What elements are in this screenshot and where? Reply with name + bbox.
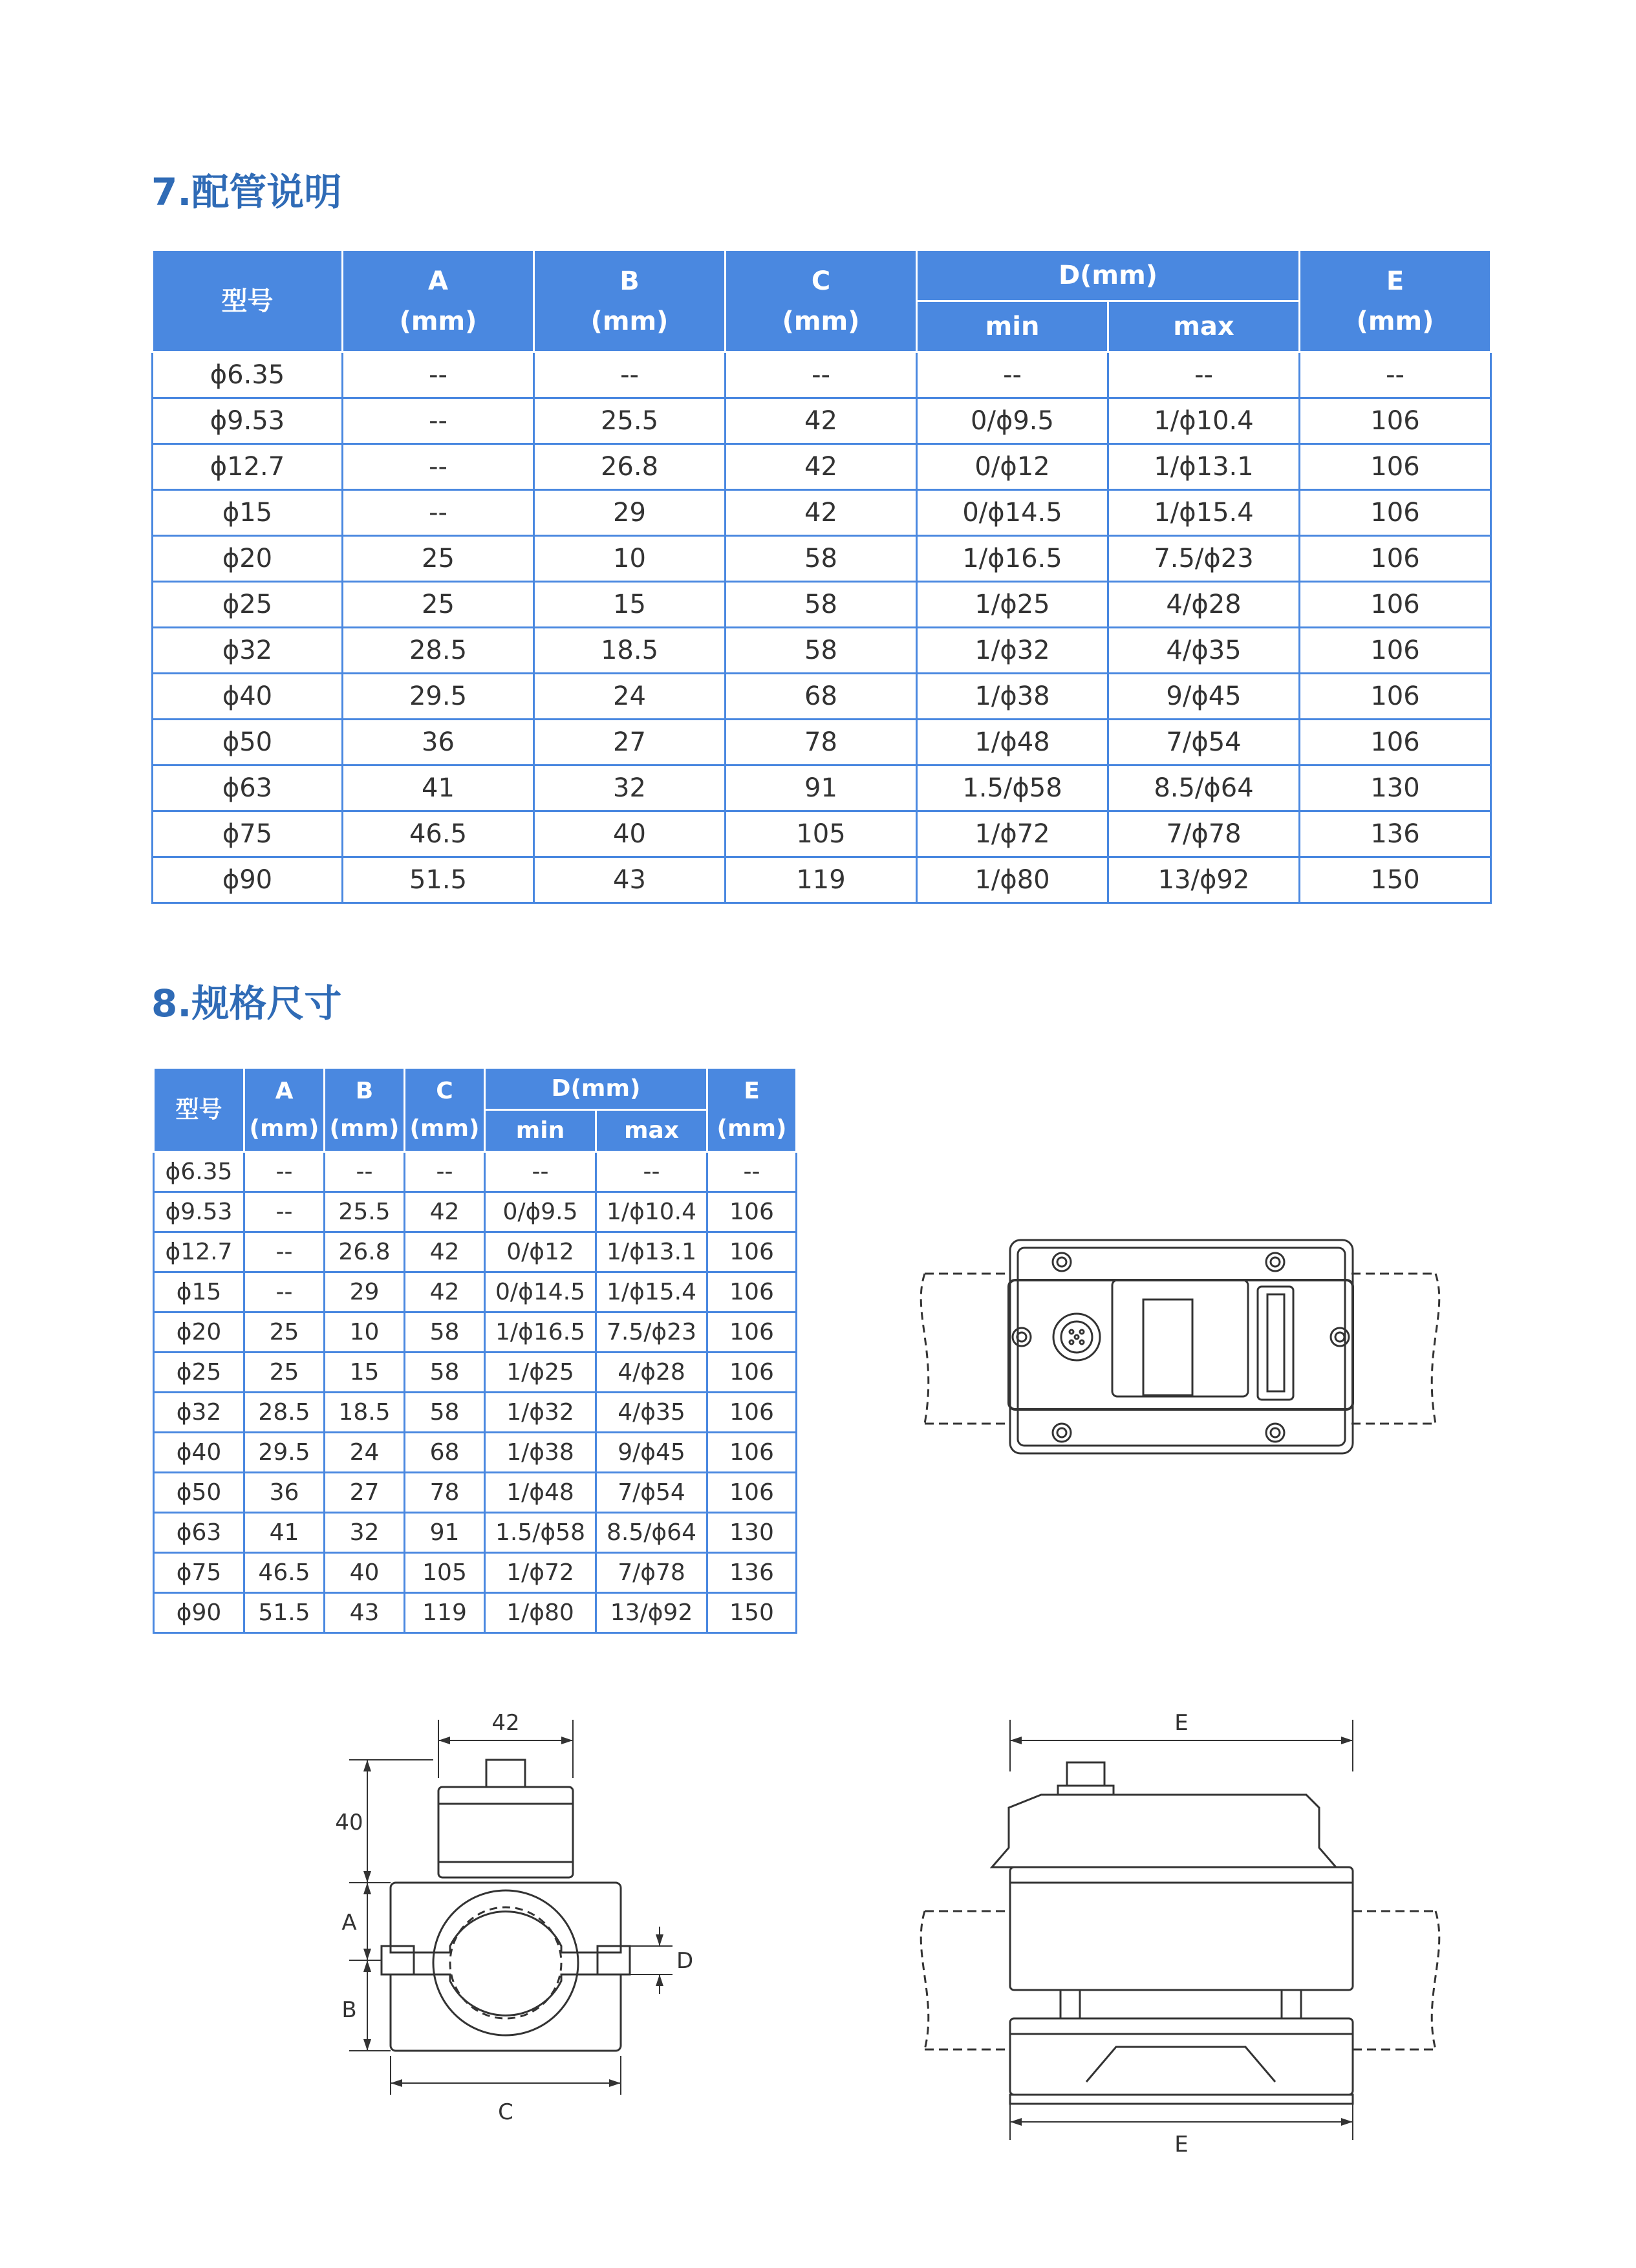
cell-c: 105: [405, 1553, 485, 1593]
cell-c: 42: [405, 1272, 485, 1312]
cell-e: 106: [707, 1272, 797, 1312]
header-b: B (mm): [325, 1068, 405, 1152]
cell-a: 36: [244, 1473, 325, 1513]
cell-b: --: [325, 1152, 405, 1192]
cell-dmin: 1/ϕ72: [485, 1553, 596, 1593]
cell-e: 106: [1300, 398, 1491, 444]
cell-e: 106: [707, 1473, 797, 1513]
cell-c: 119: [405, 1593, 485, 1633]
cell-dmax: 7.5/ϕ23: [596, 1312, 707, 1353]
cell-b: 10: [534, 536, 726, 582]
cell-e: --: [707, 1152, 797, 1192]
table-row: [154, 1393, 797, 1433]
cell-model: ϕ9.53: [154, 1192, 244, 1232]
cell-b: 25.5: [325, 1192, 405, 1232]
cell-model: ϕ63: [154, 1513, 244, 1553]
header-d-max: max: [1108, 301, 1300, 352]
cell-b: --: [534, 352, 726, 398]
cell-b: 24: [325, 1433, 405, 1473]
cell-dmax: --: [1108, 352, 1300, 398]
cell-dmin: 1/ϕ48: [485, 1473, 596, 1513]
cell-e: 106: [1300, 444, 1491, 490]
cell-e: 130: [707, 1513, 797, 1553]
cell-b: 15: [534, 582, 726, 628]
cell-b: 25.5: [534, 398, 726, 444]
cell-dmax: 7/ϕ54: [596, 1473, 707, 1513]
cell-dmin: 0/ϕ12: [917, 444, 1108, 490]
header-c: C (mm): [726, 250, 917, 352]
cell-dmax: 8.5/ϕ64: [596, 1513, 707, 1553]
cell-e: 106: [707, 1192, 797, 1232]
table-row: [153, 857, 1491, 903]
cell-a: 28.5: [244, 1393, 325, 1433]
cell-dmin: 1/ϕ80: [917, 857, 1108, 903]
cell-e: 106: [1300, 582, 1491, 628]
cell-c: 58: [405, 1353, 485, 1393]
cell-dmax: 13/ϕ92: [1108, 857, 1300, 903]
cell-dmax: --: [596, 1152, 707, 1192]
table-row: [154, 1553, 797, 1593]
top-view-drawing: [912, 1222, 1448, 1468]
table-row: [153, 765, 1491, 811]
cell-e: 106: [707, 1433, 797, 1473]
cell-dmin: 0/ϕ9.5: [485, 1192, 596, 1232]
cell-model: ϕ40: [153, 674, 343, 720]
cell-model: ϕ50: [153, 720, 343, 765]
piping-spec-table: [151, 249, 1492, 904]
cell-dmin: 1/ϕ16.5: [917, 536, 1108, 582]
cell-model: ϕ40: [154, 1433, 244, 1473]
cell-a: 51.5: [244, 1593, 325, 1633]
cell-dmax: 9/ϕ45: [1108, 674, 1300, 720]
table-row: [153, 536, 1491, 582]
table-row: [154, 1192, 797, 1232]
dim-c-label: C: [498, 2099, 513, 2125]
cell-dmin: 1/ϕ25: [485, 1353, 596, 1393]
cell-c: 78: [405, 1473, 485, 1513]
cell-c: 42: [405, 1192, 485, 1232]
cell-model: ϕ25: [154, 1353, 244, 1393]
dim-e-bottom-label: E: [1174, 2132, 1189, 2157]
cell-b: 18.5: [534, 628, 726, 674]
cell-b: 10: [325, 1312, 405, 1353]
cell-dmin: --: [485, 1152, 596, 1192]
cell-dmax: 1/ϕ15.4: [1108, 490, 1300, 536]
cell-b: 32: [325, 1513, 405, 1553]
cell-dmin: 0/ϕ14.5: [485, 1272, 596, 1312]
cell-dmax: 1/ϕ10.4: [596, 1192, 707, 1232]
cell-b: 18.5: [325, 1393, 405, 1433]
cell-a: 25: [244, 1353, 325, 1393]
cell-dmax: 7/ϕ54: [1108, 720, 1300, 765]
cell-e: 106: [1300, 674, 1491, 720]
cell-e: 150: [707, 1593, 797, 1633]
dim-a-label: A: [341, 1910, 357, 1936]
cell-model: ϕ9.53: [153, 398, 343, 444]
side-view-drawing: [323, 1700, 711, 2153]
cell-dmax: 4/ϕ28: [1108, 582, 1300, 628]
cell-c: 42: [726, 398, 917, 444]
cell-e: 106: [1300, 628, 1491, 674]
cell-e: 150: [1300, 857, 1491, 903]
table-row: [153, 674, 1491, 720]
cell-dmin: 1/ϕ25: [917, 582, 1108, 628]
cell-b: 43: [325, 1593, 405, 1633]
cell-c: 42: [726, 490, 917, 536]
cell-dmin: 0/ϕ12: [485, 1232, 596, 1272]
cell-c: 58: [726, 628, 917, 674]
cell-c: 105: [726, 811, 917, 857]
dim-height-label: 40: [335, 1810, 363, 1835]
cell-a: 41: [244, 1513, 325, 1553]
table-row: [153, 720, 1491, 765]
dimension-spec-table: [153, 1067, 797, 1634]
cell-dmin: 1.5/ϕ58: [917, 765, 1108, 811]
cell-a: 25: [343, 582, 534, 628]
cell-dmin: 1.5/ϕ58: [485, 1513, 596, 1553]
cell-b: 29: [534, 490, 726, 536]
cell-c: 58: [726, 536, 917, 582]
cell-a: --: [244, 1272, 325, 1312]
cell-b: 43: [534, 857, 726, 903]
cell-a: 28.5: [343, 628, 534, 674]
cell-b: 24: [534, 674, 726, 720]
cell-c: 68: [405, 1433, 485, 1473]
table-row: [154, 1473, 797, 1513]
cell-dmin: 1/ϕ72: [917, 811, 1108, 857]
cell-a: 41: [343, 765, 534, 811]
cell-model: ϕ50: [154, 1473, 244, 1513]
cell-b: 32: [534, 765, 726, 811]
header-d: D(mm): [917, 250, 1300, 301]
cell-a: 29.5: [244, 1433, 325, 1473]
cell-model: ϕ32: [153, 628, 343, 674]
header-e: E (mm): [1300, 250, 1491, 352]
cell-a: 36: [343, 720, 534, 765]
cell-dmax: 1/ϕ13.1: [596, 1232, 707, 1272]
cell-a: --: [343, 444, 534, 490]
table-row: [154, 1353, 797, 1393]
cell-dmax: 1/ϕ13.1: [1108, 444, 1300, 490]
cell-model: ϕ75: [153, 811, 343, 857]
cell-c: 91: [405, 1513, 485, 1553]
cell-dmin: 1/ϕ38: [917, 674, 1108, 720]
cell-dmax: 4/ϕ28: [596, 1353, 707, 1393]
cell-e: --: [1300, 352, 1491, 398]
header-e: E (mm): [707, 1068, 797, 1152]
cell-b: 29: [325, 1272, 405, 1312]
cell-b: 27: [534, 720, 726, 765]
cell-c: --: [726, 352, 917, 398]
cell-e: 136: [1300, 811, 1491, 857]
cell-b: 26.8: [534, 444, 726, 490]
header-b: B (mm): [534, 250, 726, 352]
cell-e: 106: [1300, 536, 1491, 582]
table-row: [154, 1312, 797, 1353]
cell-dmax: 1/ϕ10.4: [1108, 398, 1300, 444]
section-8-title: 8.规格尺寸: [151, 981, 342, 1025]
table-row: [153, 398, 1491, 444]
cell-a: 25: [343, 536, 534, 582]
cell-model: ϕ75: [154, 1553, 244, 1593]
cell-dmin: 1/ϕ38: [485, 1433, 596, 1473]
cell-model: ϕ15: [153, 490, 343, 536]
table-row: [154, 1593, 797, 1633]
cell-e: 106: [707, 1312, 797, 1353]
cell-c: 42: [726, 444, 917, 490]
header-d-min: min: [485, 1110, 596, 1152]
table-row: [154, 1152, 797, 1192]
cell-dmin: 1/ϕ32: [917, 628, 1108, 674]
cell-dmin: 1/ϕ48: [917, 720, 1108, 765]
cell-model: ϕ15: [154, 1272, 244, 1312]
cell-c: 58: [405, 1312, 485, 1353]
dim-d-label: D: [676, 1948, 694, 1974]
cell-b: 40: [325, 1553, 405, 1593]
table-row: [153, 582, 1491, 628]
cell-model: ϕ90: [154, 1593, 244, 1633]
header-model: 型号: [153, 250, 343, 352]
cell-b: 26.8: [325, 1232, 405, 1272]
cell-model: ϕ6.35: [154, 1152, 244, 1192]
cell-dmax: 8.5/ϕ64: [1108, 765, 1300, 811]
cell-a: --: [244, 1152, 325, 1192]
table-body: [154, 1152, 797, 1633]
dim-width-label: 42: [491, 1710, 520, 1736]
cell-a: 46.5: [244, 1553, 325, 1593]
cell-dmax: 9/ϕ45: [596, 1433, 707, 1473]
cell-a: 25: [244, 1312, 325, 1353]
cell-a: 29.5: [343, 674, 534, 720]
cell-e: 106: [1300, 720, 1491, 765]
cell-model: ϕ12.7: [154, 1232, 244, 1272]
table-row: [153, 352, 1491, 398]
header-a: A (mm): [343, 250, 534, 352]
dim-e-top-label: E: [1174, 1710, 1189, 1736]
cell-dmax: 4/ϕ35: [596, 1393, 707, 1433]
table-row: [154, 1433, 797, 1473]
table-body: [153, 352, 1491, 903]
cell-model: ϕ25: [153, 582, 343, 628]
cell-c: --: [405, 1152, 485, 1192]
table-row: [153, 811, 1491, 857]
header-d: D(mm): [485, 1068, 707, 1110]
cell-c: 78: [726, 720, 917, 765]
cell-b: 27: [325, 1473, 405, 1513]
cell-e: 106: [707, 1232, 797, 1272]
cell-a: --: [343, 490, 534, 536]
cell-c: 58: [726, 582, 917, 628]
cell-e: 106: [1300, 490, 1491, 536]
cell-dmin: --: [917, 352, 1108, 398]
cell-c: 119: [726, 857, 917, 903]
table-row: [154, 1513, 797, 1553]
cell-model: ϕ90: [153, 857, 343, 903]
cell-model: ϕ20: [154, 1312, 244, 1353]
cell-e: 106: [707, 1393, 797, 1433]
dim-b-label: B: [341, 1997, 357, 2023]
cell-dmax: 4/ϕ35: [1108, 628, 1300, 674]
cell-b: 15: [325, 1353, 405, 1393]
cell-c: 68: [726, 674, 917, 720]
cell-dmin: 1/ϕ16.5: [485, 1312, 596, 1353]
cell-e: 136: [707, 1553, 797, 1593]
cell-a: 46.5: [343, 811, 534, 857]
table-row: [153, 490, 1491, 536]
cell-a: --: [244, 1232, 325, 1272]
header-model: 型号: [154, 1068, 244, 1152]
cell-dmax: 7.5/ϕ23: [1108, 536, 1300, 582]
cell-model: ϕ20: [153, 536, 343, 582]
cell-dmin: 1/ϕ32: [485, 1393, 596, 1433]
cell-model: ϕ12.7: [153, 444, 343, 490]
cell-c: 91: [726, 765, 917, 811]
table-row: [154, 1272, 797, 1312]
table-row: [153, 628, 1491, 674]
cell-dmax: 7/ϕ78: [596, 1553, 707, 1593]
cell-e: 130: [1300, 765, 1491, 811]
table-row: [154, 1232, 797, 1272]
table-row: [153, 444, 1491, 490]
section-7-title: 7.配管说明: [151, 170, 342, 214]
cell-dmax: 7/ϕ78: [1108, 811, 1300, 857]
cell-a: 51.5: [343, 857, 534, 903]
header-d-max: max: [596, 1110, 707, 1152]
cell-model: ϕ63: [153, 765, 343, 811]
cell-dmin: 0/ϕ14.5: [917, 490, 1108, 536]
cell-model: ϕ6.35: [153, 352, 343, 398]
cell-dmin: 0/ϕ9.5: [917, 398, 1108, 444]
cell-c: 42: [405, 1232, 485, 1272]
front-view-drawing: [912, 1700, 1448, 2157]
cell-b: 40: [534, 811, 726, 857]
cell-a: --: [343, 398, 534, 444]
cell-a: --: [343, 352, 534, 398]
cell-e: 106: [707, 1353, 797, 1393]
cell-c: 58: [405, 1393, 485, 1433]
header-a: A (mm): [244, 1068, 325, 1152]
cell-dmin: 1/ϕ80: [485, 1593, 596, 1633]
cell-dmax: 1/ϕ15.4: [596, 1272, 707, 1312]
cell-dmax: 13/ϕ92: [596, 1593, 707, 1633]
header-d-min: min: [917, 301, 1108, 352]
cell-model: ϕ32: [154, 1393, 244, 1433]
header-c: C (mm): [405, 1068, 485, 1152]
cell-a: --: [244, 1192, 325, 1232]
